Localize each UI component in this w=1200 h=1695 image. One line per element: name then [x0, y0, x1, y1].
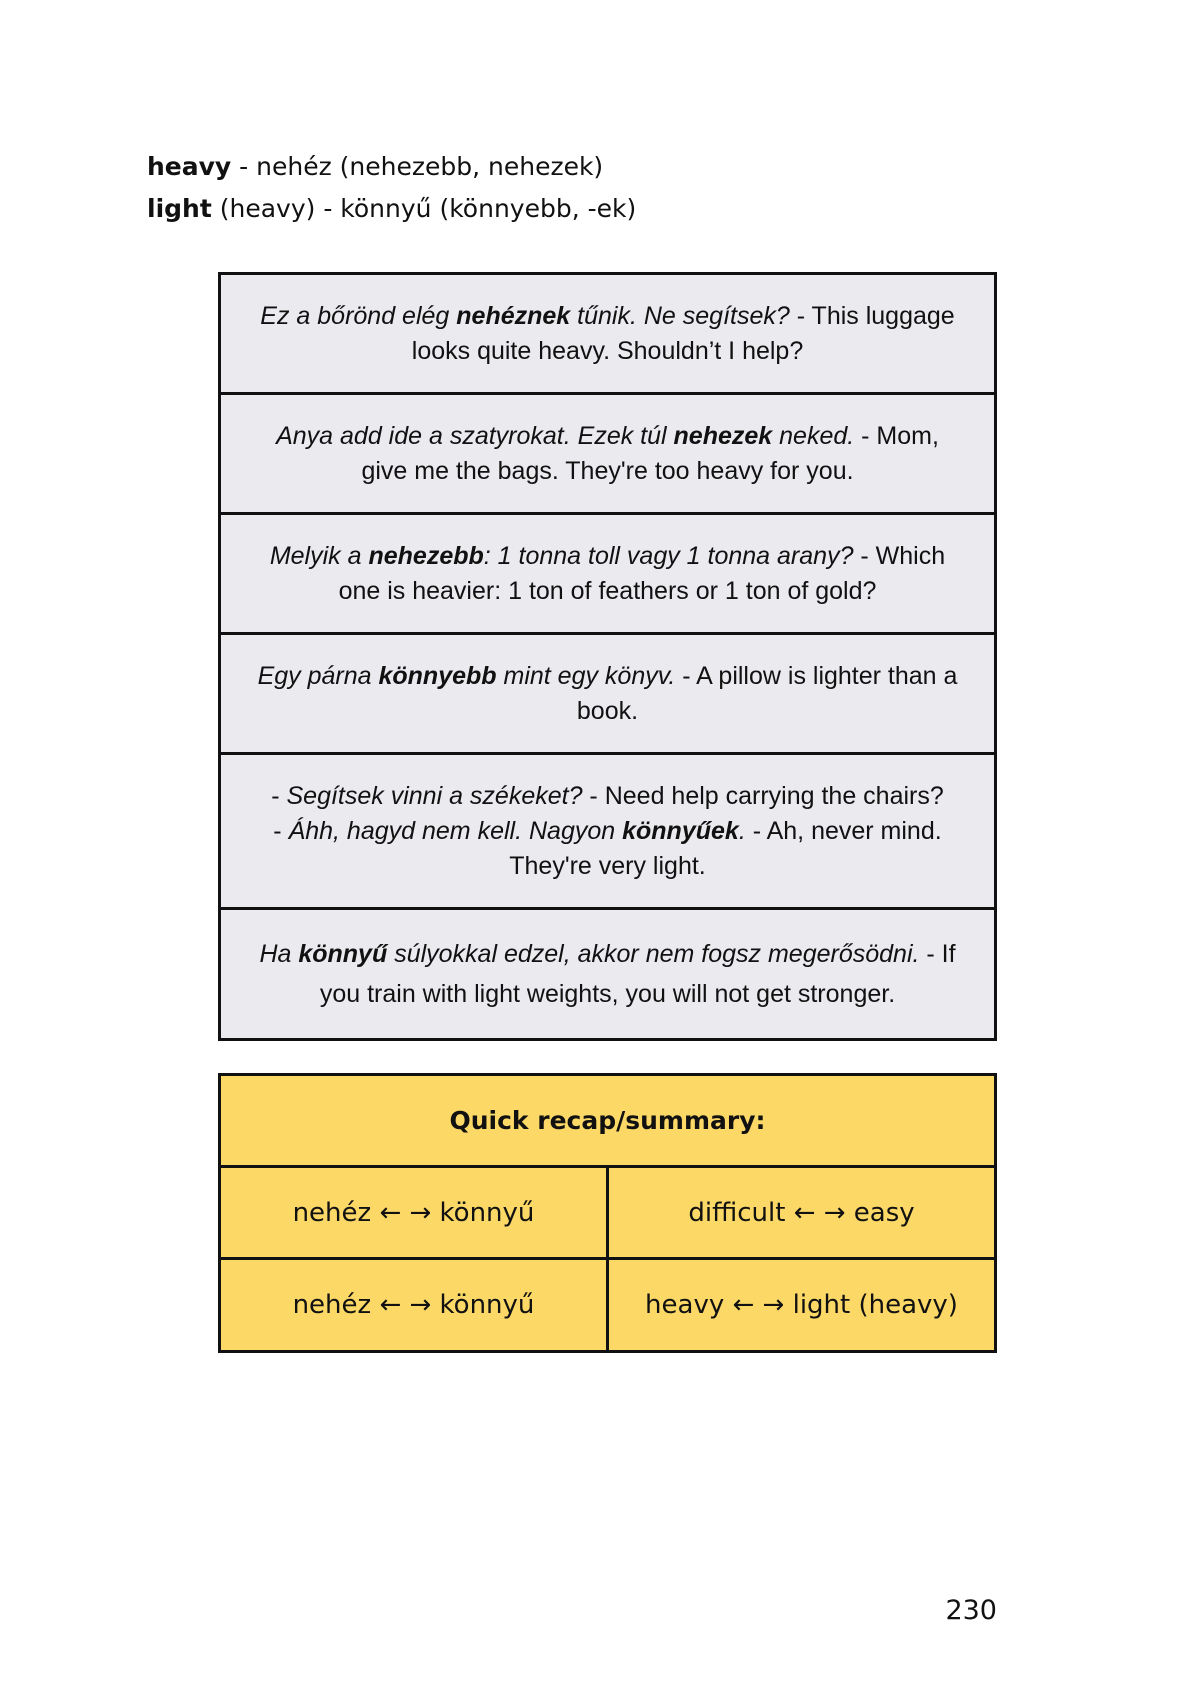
example-text: [253, 659, 962, 729]
english-translation: - A pillow is lighter than a book.: [576, 661, 958, 725]
english-translation: - Mom, give me the bags. They're too heavy for you.: [361, 421, 939, 485]
example-row: [221, 275, 994, 395]
vocab-entry-heavy: [147, 146, 636, 188]
english-translation: - Need help carrying the chairs?: [582, 781, 944, 810]
english-translation: - Ah, never mind. They're very light.: [509, 816, 942, 880]
vocab-term: heavy: [147, 152, 232, 181]
example-row: [221, 395, 994, 515]
example-sentences-table: [218, 272, 997, 1041]
example-row: [221, 910, 994, 1038]
highlighted-word: nehéznek: [456, 301, 571, 330]
recap-title: Quick recap/summary:: [221, 1076, 994, 1168]
english-translation: - Which one is heavier: 1 ton of feathers or 1 ton of gold?: [338, 541, 946, 605]
example-text: [253, 779, 962, 884]
highlighted-word: könnyebb: [378, 661, 497, 690]
dialogue-line-1: - Segítsek vinni a székeket? - Need help carrying the chairs?: [271, 781, 944, 810]
hungarian-text: Melyik a nehezebb: 1 tonna toll vagy 1 tonna arany?: [269, 541, 854, 570]
recap-row: [221, 1168, 994, 1260]
page-number: 230: [945, 1595, 997, 1626]
recap-table: [218, 1073, 997, 1353]
recap-row: [221, 1260, 994, 1350]
english-translation: - This luggage looks quite heavy. Shouldn’t I help?: [411, 301, 955, 365]
example-row: [221, 635, 994, 755]
hungarian-text: Segítsek vinni a székeket?: [286, 781, 583, 810]
highlighted-word: nehezek: [673, 421, 773, 450]
english-translation: - If you train with light weights, you will not get stronger.: [319, 940, 956, 1008]
example-text: [253, 299, 962, 369]
example-text: [253, 934, 962, 1014]
recap-hungarian-pair: nehéz ← → könnyű: [221, 1168, 609, 1257]
hungarian-text: Egy párna könnyebb mint egy könyv.: [257, 661, 676, 690]
vocab-translation: - nehéz (nehezebb, nehezek): [231, 152, 604, 181]
vocabulary-list: [147, 146, 636, 230]
hungarian-text: Ez a bőrönd elég nehéznek tűnik. Ne segítsek?: [260, 301, 790, 330]
vocab-entry-light: [147, 188, 636, 230]
recap-english-pair: difficult ← → easy: [688, 1197, 915, 1228]
example-row: [221, 755, 994, 910]
vocab-term: light: [147, 194, 212, 223]
highlighted-word: nehezebb: [368, 541, 484, 570]
vocab-translation: (heavy) - könnyű (könnyebb, -ek): [211, 194, 637, 223]
example-text: [253, 539, 962, 609]
hungarian-text: Áhh, hagyd nem kell. Nagyon könnyűek.: [288, 816, 746, 845]
dialogue-line-2: - Áhh, hagyd nem kell. Nagyon könnyűek. - Ah, never mind. They're very light.: [273, 816, 942, 880]
example-row: [221, 515, 994, 635]
hungarian-text: Anya add ide a szatyrokat. Ezek túl nehezek neked.: [276, 421, 855, 450]
recap-english-pair: heavy ← → light (heavy): [645, 1290, 958, 1320]
highlighted-word: könnyűek: [622, 816, 739, 845]
hungarian-text: Ha könnyű súlyokkal edzel, akkor nem fogsz megerősödni.: [259, 940, 920, 968]
highlighted-word: könnyű: [298, 940, 388, 968]
example-text: [253, 419, 962, 489]
recap-hungarian-pair: nehéz ← → könnyű: [221, 1260, 609, 1350]
